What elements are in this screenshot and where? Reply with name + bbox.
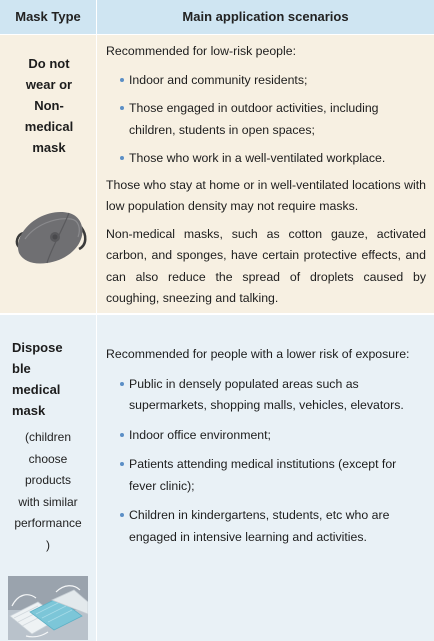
bullet-icon <box>120 382 124 386</box>
type-line: Non- <box>34 98 64 113</box>
type-line: wear or <box>25 77 73 92</box>
note-line: performance <box>14 516 82 530</box>
disposable-surgical-masks-icon <box>8 576 88 640</box>
home-note-paragraph: Those who stay at home or in well-ventilated locations with low population density may not require masks. <box>106 177 426 213</box>
type-line: medical <box>24 119 74 134</box>
bullet-icon <box>120 513 124 517</box>
note-line: ) <box>46 537 50 552</box>
list-item <box>106 374 426 417</box>
recommendation-intro: Recommended for people with a lower risk of exposure: <box>106 347 410 361</box>
list-item-text: Indoor and community residents; <box>129 72 308 87</box>
list-item <box>106 98 426 141</box>
list-item <box>106 148 426 170</box>
list-item-text: Public in densely populated areas such as supermarkets, shopping malls, vehicles, elevators. <box>129 376 404 412</box>
non-medical-mask-paragraph: Non-medical masks, such as cotton gauze, activated carbon, and sponges, have certain protective effects, and can also reduce the spread of droplets caused by coughing, sneezing and talking. <box>106 226 426 305</box>
list-item-text: Children in kindergartens, students, etc who are engaged in intensive learning and activities. <box>129 508 390 544</box>
mask-type-name <box>12 337 74 421</box>
type-line: ble <box>12 361 31 376</box>
bullet-icon <box>120 106 124 110</box>
list-item-text: Those engaged in outdoor activities, including children, students in open spaces; <box>129 101 379 137</box>
list-item <box>106 70 426 92</box>
list-item-text: Patients attending medical institutions (except for fever clinic); <box>129 457 397 493</box>
bullet-icon <box>120 156 124 160</box>
bullet-icon <box>120 433 124 437</box>
list-item-text: Those who work in a well-ventilated workplace. <box>129 151 386 165</box>
table-row-non-medical-mask <box>0 35 434 313</box>
scenarios-cell <box>106 344 426 548</box>
note-line: with similar <box>18 494 78 509</box>
type-line: mask <box>32 140 66 155</box>
gray-cloth-mask-icon <box>11 205 89 267</box>
table-header <box>0 0 434 35</box>
note-line: choose <box>28 451 68 466</box>
note-line: (children <box>24 430 72 444</box>
table-row-disposable-medical-mask <box>0 315 434 641</box>
mask-type-name <box>10 53 88 158</box>
list-item <box>106 425 426 447</box>
header-mask-type: Mask Type <box>15 9 81 24</box>
type-line: medical <box>12 382 61 397</box>
list-item <box>106 454 426 497</box>
recommendation-intro: Recommended for low-risk people: <box>106 44 297 58</box>
type-line: mask <box>12 403 46 418</box>
type-line: Do not <box>28 56 70 71</box>
row-divider <box>0 313 434 315</box>
scenario-list <box>106 374 426 549</box>
note-line: products <box>24 473 72 487</box>
scenario-list <box>106 70 426 170</box>
scenarios-cell <box>106 41 426 310</box>
type-line: Dispose <box>12 340 63 355</box>
list-item-text: Indoor office environment; <box>129 427 271 442</box>
bullet-icon <box>120 462 124 466</box>
children-note <box>8 427 88 556</box>
header-application-scenarios: Main application scenarios <box>182 9 349 24</box>
bullet-icon <box>120 78 124 82</box>
column-divider <box>96 0 97 641</box>
list-item <box>106 505 426 548</box>
